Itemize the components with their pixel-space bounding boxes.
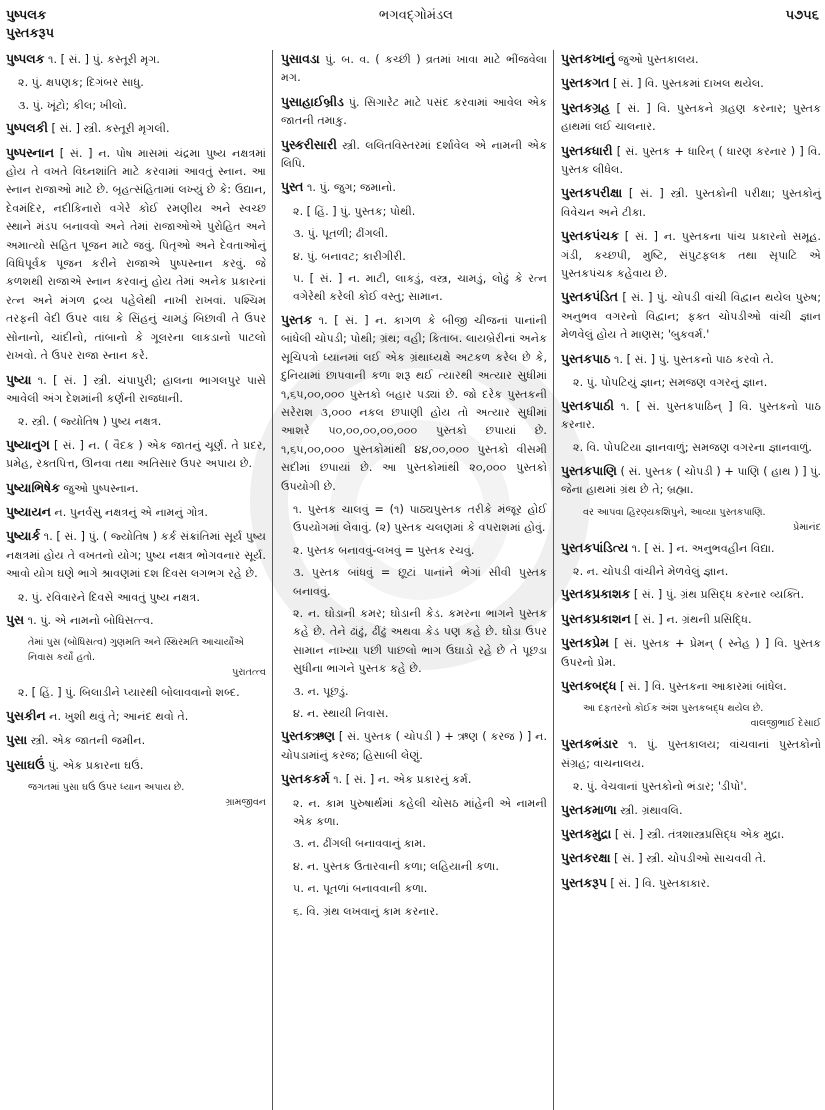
dictionary-entry	[561, 539, 821, 558]
headword: પુસ્તકરૂપ	[561, 874, 607, 890]
dictionary-entry	[561, 350, 821, 369]
sub-sense: ૫. ન. પૂતળાં બનાવવાની કળા.	[293, 882, 428, 896]
headword: પુસ્તકભંડાર	[561, 736, 619, 752]
headword: પુસા	[6, 732, 28, 748]
quote-source: વાલજીભાઈ દેસાઈ	[750, 718, 821, 730]
dictionary-entry	[6, 731, 266, 750]
dictionary-entry	[6, 436, 266, 474]
definition: [ સં. ] ન. પુસ્તકના પાંચ પ્રકારનો સમૂહ. ગંડી, કચ્છપી, મુષ્ટિ, સંપુટફલક તથા સૃપાટિ એ પુસ્તકપંચક કહેવાય છે.	[561, 230, 821, 281]
dictionary-entry	[561, 74, 821, 93]
quote-source: પુરાતત્ત્વ	[232, 667, 266, 679]
headword: પુસ્તકરક્ષા	[561, 850, 611, 866]
definition: ન. પુનર્વસુ નક્ષત્રનું એ નામનું ગોત્ર.	[54, 505, 208, 519]
dictionary-entry	[561, 825, 821, 844]
dictionary-entry	[281, 311, 547, 496]
dictionary-entry	[561, 677, 821, 696]
definition: પું. એક પ્રકારના ઘઉં.	[48, 758, 144, 772]
definition: [ સં. ] સ્ત્રી. તંત્રશાસ્ત્રપ્રસિદ્ધ એક મુદ્રા.	[614, 828, 785, 841]
dictionary-entry	[561, 735, 821, 773]
headword: પુસાઘઉં	[6, 756, 45, 772]
quote-source: પ્રેમાનંદ	[793, 521, 821, 533]
definition: સ્ત્રી. એક જાતની જમીન.	[30, 734, 146, 748]
headword: પુસ્તકપાઠી	[561, 397, 614, 413]
page-number: ૫૭૫૬	[785, 7, 819, 23]
headword: પુસ્તકકર્મ	[281, 771, 330, 787]
sub-sense: ૨. [ હિં. ] પું. પુસ્તક; પોથી.	[293, 204, 416, 218]
definition: ૧. [ સં. ] ન. અનુભવહીન વિદ્યા.	[631, 541, 775, 555]
headword: પુસાવડા	[281, 51, 320, 66]
page-title: ભગવદ્ગોમંડલ	[378, 7, 454, 23]
definition: ૧. [ સં. ] સ્ત્રી. ચંપાપુરી; હાલના ભાગલપુર પાસે આવેલી અંગ દેશમાંની કર્ણની રાજધાની.	[6, 373, 266, 405]
sub-sense: ૪. ન. સ્થાયી નિવાસ.	[293, 707, 389, 720]
sub-sense: ૨. પું. રવિવારને દિવસે આવતું પુષ્ય નક્ષત્ર.	[18, 590, 200, 604]
dictionary-entry	[561, 99, 821, 137]
dictionary-entry	[281, 50, 547, 88]
dictionary-entry	[561, 849, 821, 868]
definition: ૧. [ સં. ] ન. એક પ્રકારનું કર્મ.	[333, 773, 472, 787]
dictionary-entry	[281, 93, 547, 131]
dictionary-entry	[561, 142, 821, 180]
definition: [ સં. ] ન. ( વૈદક ) એક જાતનું ચૂર્ણ. તે પ્રદર, પ્રમેહ, રક્તપિત્ત, ઊનવા તથા અતિસાર ઉપર અપાય છે.	[6, 438, 266, 471]
headword: પુસ્તકબદ્ધ	[561, 677, 617, 693]
definition: ૧. પું. પુસ્તકાલય; વાંચવાનાં પુસ્તકોનો સંગ્રહ; વાચનાલય.	[561, 738, 821, 770]
dictionary-entry	[281, 727, 547, 765]
definition: [ સં. ] વિ. પુસ્તકને ગ્રહણ કરનાર; પુસ્તક હાથમાં લઈ ચાલનાર.	[561, 101, 821, 134]
sub-sense: ૫. [ સં. ] ન. માટી, લાકડું, વસ્ત્ર, ચામડું, લોઢું કે રત્ન વગેરેથી કરેલી કોઈ વસ્તુ; સામાન.	[293, 272, 547, 304]
definition: સ્ત્રી. લલિતવિસ્તરમાં દર્શાવેલ એ નામની એક લિપિ.	[281, 138, 548, 171]
sub-sense: ૨. વિ. પોપટિયા જ્ઞાનવાળું; સમજણ વગરના જ્ઞાનવાળું.	[573, 441, 812, 455]
column-2	[272, 50, 553, 1110]
definition: [ સં. પુસ્તક ( ચોપડી ) + ઋણ ( કરજ ) ] ન. ચોપડામાંનું કરજ; હિસાબી લેણું.	[281, 730, 548, 762]
dictionary-columns	[6, 50, 821, 1110]
dictionary-entry	[6, 479, 266, 498]
definition: ૧. [ સં. ] પું. ( જ્યોતિષ ) કર્ક સંક્રાંતિમાં સૂર્ય પુષ્ય નક્ષત્રમાં હોય તે વખતનો યોગ; પુષ્ય નક્ષત્ર ભોગવનાર સૂર્ય. આવો યોગ ઘણે ભાગે શ્રાવણમાં દશ દિવસ લગભગ રહે છે.	[6, 530, 266, 581]
definition: સ્ત્રી. ગ્રંથાવલિ.	[620, 803, 683, 817]
definition: ૧. [ સં. પુસ્તકપાઠિન્ ] વિ. પુસ્તકનો પાઠ કરનાર.	[561, 399, 821, 431]
definition: [ સં. ] સ્ત્રી. પુસ્તકોની પરીક્ષા; પુસ્તકોનું વિવેચન અને ટીકા.	[561, 187, 821, 219]
dictionary-entry	[561, 50, 821, 69]
headword: પુસ્તકપ્રેમ	[561, 635, 609, 651]
headword: પુસ્તકખાનું	[561, 51, 615, 66]
dictionary-entry	[561, 874, 821, 893]
headword: પુસ્તકપાણિ	[561, 462, 617, 478]
definition: ૧. પું. જુગ; જમાનો.	[306, 181, 396, 195]
headword: પુસ્તકપ્રકાશક	[561, 586, 631, 602]
headword: પુસ્તકધારી	[561, 142, 613, 158]
headword: પુસ્તકગત	[561, 75, 610, 91]
definition: ૧. [ સં. ] પું. કસ્તૂરી મૃગ.	[47, 53, 160, 66]
definition: [ સં. ] ન. ગ્રંથની પ્રસિદ્ધિ.	[634, 612, 752, 626]
dictionary-entry	[561, 462, 821, 500]
headword: પુસ્ત	[281, 179, 304, 195]
definition: [ સં. ] સ્ત્રી. ચોપડીઓ સાચવવી તે.	[614, 852, 767, 866]
headword: પુષ્યા	[6, 371, 32, 387]
headword: પુસ્તકપંડિત	[561, 289, 618, 305]
definition: પું. બ. વ. ( કચ્છી ) વ્રતમાં ખાવા માટે ભીંજવેલા મગ.	[281, 53, 548, 85]
headword: પુસ્તકમુદ્રા	[561, 826, 612, 841]
dictionary-entry	[6, 707, 266, 726]
headword: પુસ્તકમાળા	[561, 801, 617, 817]
dictionary-entry	[561, 288, 821, 344]
sub-sense: ૩. પુસ્તક બાંધવું = છૂટાં પાનાંને ભેગાં સીવી પુસ્તક બનાવવું.	[293, 566, 547, 598]
dictionary-entry	[561, 610, 821, 629]
headword: પુષ્પલકી	[6, 120, 48, 136]
definition: [ સં. ] પું. ગ્રંથ પ્રસિદ્ધ કરનાર વ્યક્તિ.	[633, 588, 805, 602]
headword: પુસ્તકપરીક્ષા	[561, 185, 623, 201]
headword: પુસ્તકઋણ	[281, 728, 335, 744]
page-header	[6, 4, 819, 26]
definition: [ સં. ] પું. ચોપડી વાંચી વિદ્વાન થયેલ પુરુષ; અનુભવ વગરનો વિદ્વાન; ફક્ત ચોપડીઓ વાંચી જ્ઞાન મેળવેલું હોય તે માણસ; 'બુકવર્મ.'	[561, 291, 821, 342]
dictionary-entry	[281, 770, 547, 789]
sub-sense: ૪. ન. પુસ્તક ઉતારવાની કળા; લહિયાની કળા.	[293, 859, 499, 873]
headword: પુસ્તકપંચક	[561, 228, 619, 244]
dictionary-entry	[6, 144, 266, 366]
definition: જુઓ પુસ્તકાલય.	[618, 53, 699, 66]
dictionary-entry	[6, 119, 266, 138]
quote-source: ગ્રામજીવન	[225, 797, 266, 808]
sub-sense: ૨. ન. ચોપડી વાંચીને મેળવેલું જ્ઞાન.	[573, 564, 729, 578]
headword: પુસ્તકપાઠ	[561, 350, 611, 366]
sub-sense: ૩. પું. ખૂંટો; કીલ; ખીલો.	[18, 98, 127, 112]
definition: ૧. [ સં. ] પું. પુસ્તકનો પાઠ કરવો તે.	[614, 352, 774, 366]
left-guide-word: પુષ્પલક	[6, 7, 47, 23]
sub-sense: ૨. ન. કામ પુરુષાર્થમાં કહેલી ચોસઠ માંહેની એ નામની એક કળા.	[293, 796, 547, 829]
dictionary-entry	[6, 503, 266, 522]
sub-sense: ૩. ન. પૂછડું.	[293, 684, 349, 698]
sub-sense: ૧. પુસ્તક ચાલવું = (૧) પાઠ્યપુસ્તક તરીકે મંજૂર હોઈ ઉપયોગમાં લેવાવું. (૨) પુસ્તક ચલણમાં કે વપરાશમાં હોવું.	[293, 502, 547, 535]
headword: પુસાહાઈબ્રીડ	[281, 93, 344, 109]
headword: પુષ્યાયન	[6, 503, 51, 519]
dictionary-entry	[561, 397, 821, 435]
definition: [ સં. પુસ્તક + પ્રેમન્ ( સ્નેહ ) ] વિ. પુસ્તક ઉપરનો પ્રેમ.	[561, 637, 821, 669]
sub-sense: ૨. ન. ઘોડાની કમર; ઘોડાની કેડ. કમરના ભાગને પુસ્તક કહે છે. તેને ઢાંઢું, ઢીંઢું અથવા કેડ પણ કહે છે. ઘોડા ઉપર સામાન નાખ્યા પછી પાછલો ભાગ ઉઘાડો રહે છે તે પૂછડા સુધીના ભાગને પુસ્તક કહે છે.	[293, 606, 547, 676]
usage-quote: તેમાં પુસ (બોધિસત્વ) ગુણમતિ અને સ્થિરમતિ આચાર્યોએ નિવાસ કર્યો હતો.	[28, 637, 245, 664]
headword: પુષ્યાભિષેક	[6, 479, 60, 495]
dictionary-entry	[561, 634, 821, 672]
dictionary-entry	[561, 227, 821, 283]
dictionary-entry	[561, 801, 821, 820]
definition: [ સં. ] વિ. પુસ્તકાકાર.	[610, 876, 710, 890]
definition: [ સં. ] ન. પોષ માસમાં ચંદ્રમા પુષ્ય નક્ષત્રમાં હોય તે વખતે વિઘ્નશાંતિ માટે કરવામાં આવતું સ્નાન. આ સ્નાન રાજાઓ માટે છે. બૃહત્સંહિતામાં લખ્યું છે કે: ઉદ્યાન, દેવમંદિર, નદીકિનારો વગેરે કોઈ રમણીય અને સ્વચ્છ સ્થાને મંડપ બનાવવો અને તેમાં રાજાઓએ પુરોહિત અને અમાત્યો સહિત પૂજન માટે જવું. પિતૃઓ અને દેવતાઓનું વિધિપૂર્વક પૂજન કરીને રાજાએ પુષ્પસ્નાન કરવું. જે કળશથી રાજાએ સ્નાન કરવાનું હોય તેમાં અનેક પ્રકારનાં રત્ન અને મંગળ દ્રવ્ય પહેલેથી નાખી રાખવાં. પશ્ચિમ તરફની વેદી ઉપર વાઘ કે સિંહનું ચામડું બિછાવી તે ઉપર સોનાનો, ચાંદીનો, તાંબાનો કે ગૂલરના લાકડાનો પાટલો રાખવો. તે ઉપર રાજા સ્નાન કરે.	[6, 146, 267, 363]
headword: પુસ્તકપ્રકાશન	[561, 610, 631, 626]
headword: પુષ્પસ્નાન	[6, 144, 54, 160]
headword: પુસકીન	[6, 707, 46, 723]
definition: ન. ખુશી થવું તે; આનંદ થવો તે.	[49, 709, 189, 723]
sub-sense: ૩. પું. પૂતળી; ઢીંગલી.	[293, 227, 389, 241]
headword: પુષ્યાનુગ	[6, 436, 50, 452]
headword: પુસ્કરીસારી	[281, 136, 337, 152]
definition: ૧. પું. એ નામનો બોધિસત્ત્વ.	[27, 613, 154, 627]
usage-quote: વર આપવા હિરણ્યકશિપુને, આવ્યા પુસ્તકપાણિ.	[583, 506, 766, 518]
column-3	[553, 50, 821, 1110]
sub-sense: ૨. પુસ્તક બનાવવું-લખવું = પુસ્તક રચવું.	[293, 543, 475, 557]
headword: પુષ્પલક	[6, 51, 45, 66]
column-1	[6, 50, 272, 1110]
dictionary-entry	[281, 136, 547, 174]
dictionary-entry	[561, 585, 821, 604]
headword: પુસ્તક	[281, 311, 313, 327]
headword: પુસ્તકપાંડિત્ય	[561, 539, 629, 555]
dictionary-entry	[6, 756, 266, 775]
definition: ( સં. પુસ્તક ( ચોપડી ) + પાણિ ( હાથ ) ] પું. જેના હાથમાં ગ્રંથ છે તે; બ્રહ્મા.	[561, 464, 822, 497]
sub-sense: ૨. પું. ક્ષપણક; દિગંબર સાધુ.	[18, 76, 144, 90]
sub-sense: ૬. વિ. ગ્રંથ લખવાનું કામ કરનાર.	[293, 904, 439, 918]
definition: [ સં. ] વિ. પુસ્તકમાં દાખલ થયેલ.	[612, 77, 764, 91]
definition: [ સં. પુસ્તક + ધારિન્ ( ધારણ કરનાર ) ] વિ. પુસ્તક લીધેલ.	[561, 144, 821, 177]
sub-sense: ૨. [ હિં. ] પું. બિલાડીને પ્યારથી બોલાવવાનો શબ્દ.	[18, 686, 240, 700]
dictionary-entry	[6, 371, 266, 409]
dictionary-entry	[6, 527, 266, 583]
dictionary-entry	[561, 184, 821, 222]
dictionary-entry	[6, 50, 266, 69]
dictionary-entry	[6, 611, 266, 630]
sub-sense: ૨. સ્ત્રી. ( જ્યોતિષ ) પુષ્ય નક્ષત્ર.	[18, 415, 162, 429]
sub-sense: ૨. પું. વેચવાનાં પુસ્તકોનો ભંડાર; 'ડીપો'.	[573, 780, 747, 794]
headword: પુષ્યાર્ક	[6, 528, 41, 544]
right-guide-word: પુસ્તકરૂપ	[6, 26, 55, 41]
headword: પુસ્તકગ્રહ	[561, 99, 610, 115]
headword: પુસ	[6, 611, 25, 627]
sub-sense: ૪. પું. બનાવટ; કારીગીરી.	[293, 249, 406, 263]
definition: [ સં. ] સ્ત્રી. કસ્તૂરી મૃગલી.	[51, 122, 170, 136]
sub-sense: ૩. ન. ઢીંગલી બનાવવાનું કામ.	[293, 837, 426, 851]
dictionary-entry	[281, 178, 547, 197]
usage-quote: જગતમાં પુસા ઘઉં ઉપર ધ્યાન અપાય છે.	[28, 782, 185, 793]
definition: પું. સિગારેટ માટે પસંદ કરવામાં આવેલ એક જાતની તમાકુ.	[281, 95, 547, 128]
sub-sense: ૨. પું. પોપટિયું જ્ઞાન; સમજણ વગરનું જ્ઞાન.	[573, 376, 768, 390]
usage-quote: આ દફતરનો કોઈક અંશ પુસ્તકબદ્ધ થયેલ છે.	[583, 703, 764, 715]
definition: જુઓ પુષ્પસ્નાન.	[63, 481, 139, 495]
definition: ૧. [ સં. ] ન. કાગળ કે બીજી ચીજનાં પાનાંની બાંધેલી ચોપડી; પોથી; ગ્રંથ; વહી; કિતાબ. લાયબ્રેરીનાં અનેક સૂચિપત્રો ધ્યાનમાં લઈ એક ગ્રંથાધ્યક્ષે અટકળ કરેલ છે કે, દુનિયામાં છાપવાની કળા શરૂ થઈ ત્યારથી અત્યાર સુધીમાં ૧,૬૫,૦૦,૦૦૦ પુસ્તકો બહાર પડ્યાં છે. જો દરેક પુસ્તકની સરેરાશ ૩,૦૦૦ નકલ છપાણી હોય તો અત્યાર સુધીમાં આશરે ૫૦,૦૦,૦૦,૦૦,૦૦૦ પુસ્તકો છપાયાં છે. ૧,૬૫,૦૦,૦૦૦ પુસ્તકોમાંથી ૪૪,૦૦,૦૦૦ પુસ્તકો વીસમી સદીમાં છપાયાં છે. આ પુસ્તકોમાંથી ૨૦,૦૦૦ પુસ્તકો ઉપયોગી છે.	[281, 313, 547, 493]
definition: [ સં. ] વિ. પુસ્તકના આકારમાં બાંધેલ.	[620, 679, 787, 693]
